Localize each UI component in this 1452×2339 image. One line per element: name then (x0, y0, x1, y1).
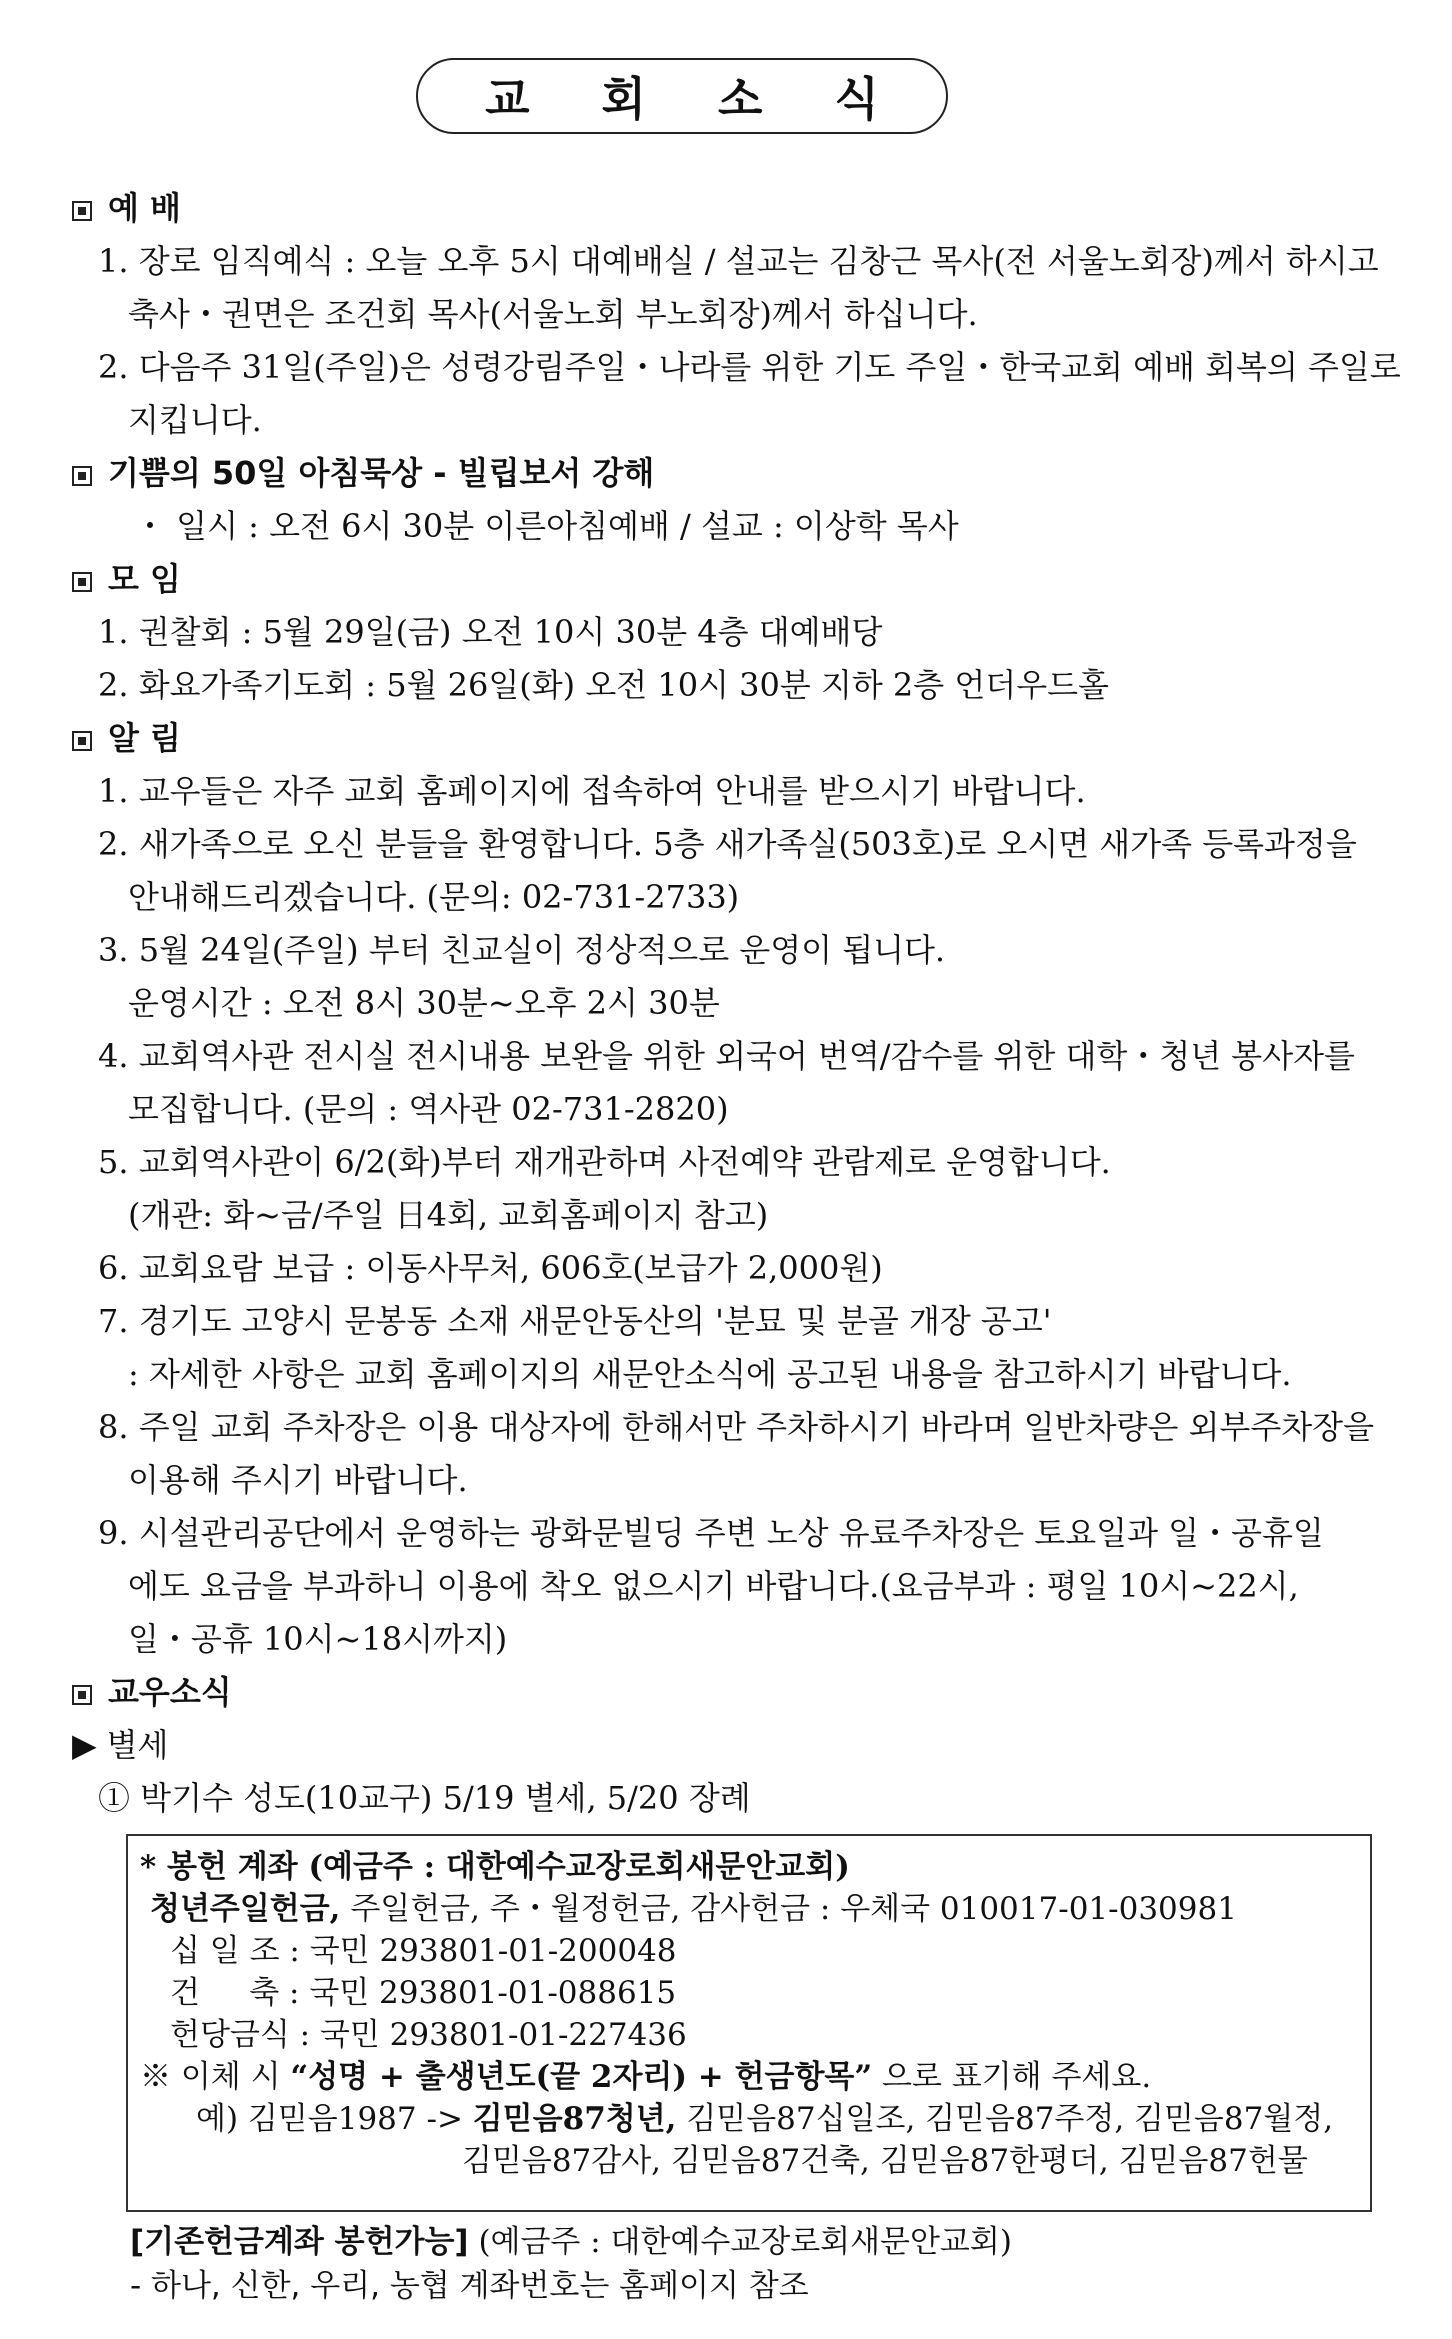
sub-heading: ▶ 별세 (72, 1726, 169, 1764)
square-bullet-icon (72, 572, 92, 592)
list-item: 축사・권면은 조건회 목사(서울노회 부노회장)께서 하십니다. (128, 295, 978, 333)
list-item: : 자세한 사항은 교회 홈페이지의 새문안소식에 공고된 내용을 참고하시기 바랍니다. (128, 1355, 1292, 1393)
list-item: 9. 시설관리공단에서 운영하는 광화문빌딩 주변 노상 유료주차장은 토요일과 일・공휴일 (98, 1514, 1324, 1552)
list-item: 7. 경기도 고양시 문봉동 소재 새문안동산의 '분묘 및 분골 개장 공고' (98, 1302, 1052, 1340)
list-item: (개관: 화~금/주일 日4회, 교회홈페이지 참고) (128, 1196, 769, 1234)
offering-line-building: 건 축 : 국민 293801-01-088615 (170, 1975, 677, 2011)
section-heading-worship: 예 배 (72, 182, 1372, 235)
offering-account-box (126, 1834, 1372, 2212)
transfer-note: ※ 이체 시 “성명 + 출생년도(끝 2자리) + 헌금항목” 으로 표기해 주세요. (140, 2059, 1152, 2095)
list-item: 지킵니다. (128, 401, 262, 439)
offering-line-youth: 청년주일헌금, 주일헌금, 주・월정헌금, 감사헌금 : 우체국 010017-01-030981 (150, 1891, 1237, 1927)
list-item: 1. 권찰회 : 5월 29일(금) 오전 10시 30분 4층 대예배당 (98, 613, 883, 651)
list-item: 4. 교회역사관 전시실 전시내용 보완을 위한 외국어 번역/감수를 위한 대학・청년 봉사자를 (98, 1037, 1355, 1075)
list-item: 2. 새가족으로 오신 분들을 환영합니다. 5층 새가족실(503호)로 오시면 새가족 등록과정을 (98, 825, 1357, 863)
list-item: 2. 다음주 31일(주일)은 성령강림주일・나라를 위한 기도 주일・한국교회 예배 회복의 주일로 (98, 348, 1401, 386)
offering-line-tithe: 십 일 조 : 국민 293801-01-200048 (170, 1933, 677, 1969)
footer-line-1: [기존헌금계좌 봉헌가능] (예금주 : 대한예수교장로회새문안교회) (130, 2224, 1012, 2260)
list-item: 2. 화요가족기도회 : 5월 26일(화) 오전 10시 30분 지하 2층 언더우드홀 (98, 666, 1109, 704)
list-item: 1. 장로 임직예식 : 오늘 오후 5시 대예배실 / 설교는 김창근 목사(전 서울노회장)께서 하시고 (98, 242, 1379, 280)
transfer-example-cont: 김믿음87감사, 김믿음87건축, 김믿음87한평더, 김믿음87헌물 (462, 2143, 1308, 2179)
square-bullet-icon (72, 731, 92, 751)
list-item: 5. 교회역사관이 6/2(화)부터 재개관하며 사전예약 관람제로 운영합니다. (98, 1143, 1111, 1181)
footer-note (130, 2220, 1012, 2308)
list-item: ・ 일시 : 오전 6시 30분 이른아침예배 / 설교 : 이상학 목사 (134, 507, 959, 545)
page-title: 교 회 소 식 (485, 72, 907, 126)
list-item: 3. 5월 24일(주일) 부터 친교실이 정상적으로 운영이 됩니다. (98, 931, 946, 969)
section-heading-notice: 알 림 (72, 712, 1372, 765)
list-item: 일・공휴 10시~18시까지) (128, 1620, 508, 1658)
square-bullet-icon (72, 201, 92, 221)
list-item: 운영시간 : 오전 8시 30분~오후 2시 30분 (128, 984, 720, 1022)
section-heading-meditation: 기쁨의 50일 아침묵상 - 빌립보서 강해 (72, 447, 1372, 500)
list-item: 6. 교회요람 보급 : 이동사무처, 606호(보급가 2,000원) (98, 1249, 883, 1287)
transfer-example: 예) 김믿음1987 -> 김믿음87청년, 김믿음87십일조, 김믿음87주정, 김믿음87월정, (196, 2101, 1334, 2137)
list-item: 8. 주일 교회 주차장은 이용 대상자에 한해서만 주차하시기 바라며 일반차량은 외부주차장을 (98, 1408, 1374, 1446)
section-heading-meeting: 모 임 (72, 553, 1372, 606)
section-heading-members: 교우소식 (72, 1666, 1372, 1719)
list-item: ① 박기수 성도(10교구) 5/19 별세, 5/20 장례 (98, 1779, 751, 1817)
square-bullet-icon (72, 1685, 92, 1705)
triangle-right-icon: ▶ (72, 1726, 97, 1764)
list-item: 이용해 주시기 바랍니다. (128, 1461, 468, 1499)
footer-line-2: - 하나, 신한, 우리, 농협 계좌번호는 홈페이지 참조 (130, 2268, 809, 2304)
list-item: 에도 요금을 부과하니 이용에 착오 없으시기 바랍니다.(요금부과 : 평일 10시~22시, (128, 1567, 1299, 1605)
square-bullet-icon (72, 466, 92, 486)
offering-box-title: * 봉헌 계좌 (예금주 : 대한예수교장로회새문안교회) (140, 1849, 850, 1885)
bulletin-content (72, 182, 1401, 1825)
list-item: 1. 교우들은 자주 교회 홈페이지에 접속하여 안내를 받으시기 바랍니다. (98, 772, 1086, 810)
offering-line-dedication: 헌당금식 : 국민 293801-01-227436 (170, 2017, 687, 2053)
title-box (416, 58, 948, 134)
list-item: 안내해드리겠습니다. (문의: 02-731-2733) (128, 878, 740, 916)
list-item: 모집합니다. (문의 : 역사관 02-731-2820) (128, 1090, 729, 1128)
